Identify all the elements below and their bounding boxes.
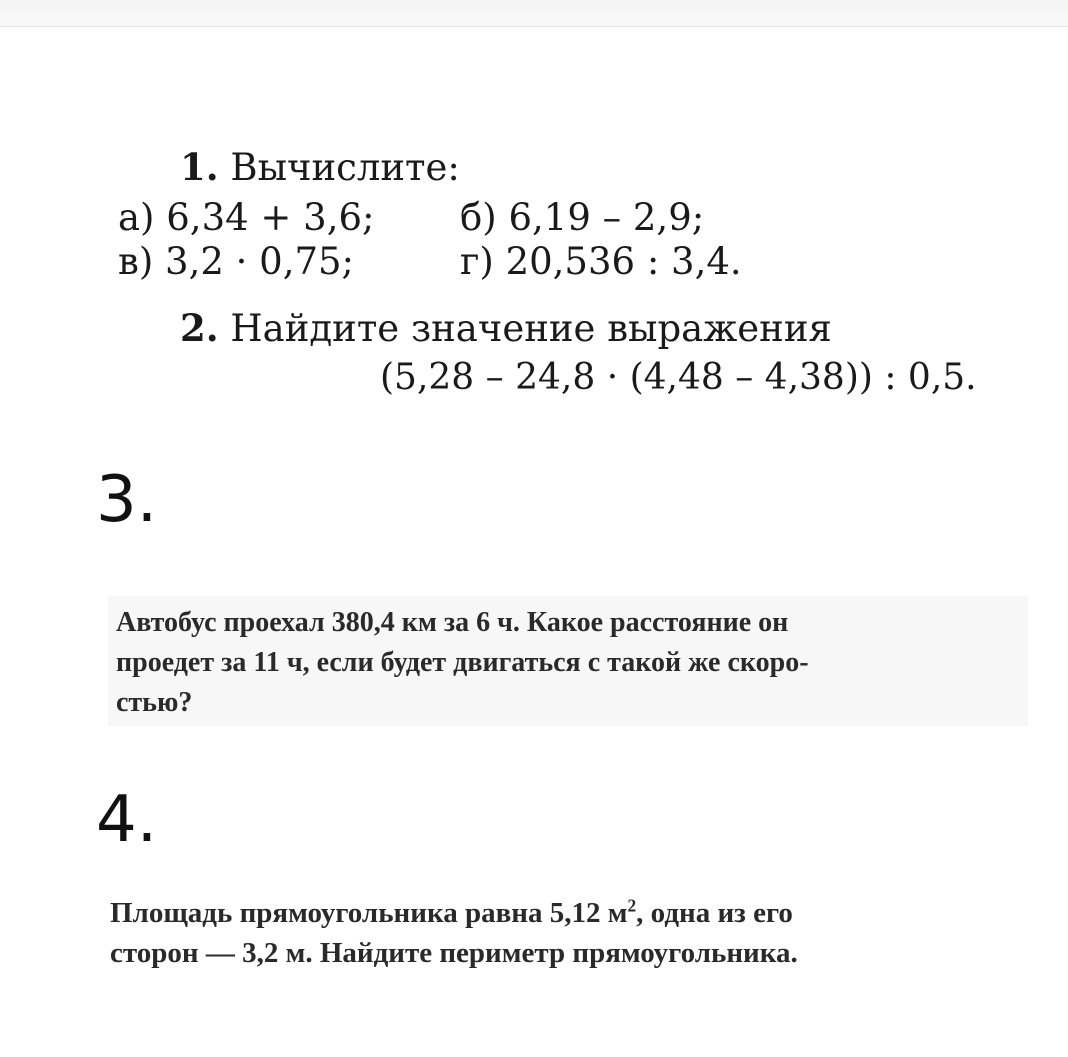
problem-3-line-1: Автобус проехал 380,4 км за 6 ч. Какое расстояние он — [116, 607, 789, 638]
problem-1-instruction: Вычислите: — [230, 146, 460, 189]
problem-4-line-2: сторон — 3,2 м. Найдите периметр прямоугольника. — [110, 937, 798, 969]
problem-3-line-3: стью? — [116, 687, 193, 718]
item-v-label: в) — [118, 240, 154, 283]
item-b-expr: 6,19 – 2,9; — [508, 196, 705, 239]
problem-4-line-1 — [110, 893, 793, 933]
item-a-label: а) — [118, 196, 155, 239]
problem-4-line-1-text: Площадь прямоугольника равна 5,12 м — [110, 897, 628, 929]
item-v — [118, 242, 354, 282]
problem-2-instruction: Найдите значение выражения — [230, 307, 832, 350]
top-bar — [0, 0, 1068, 27]
item-b-label: б) — [460, 196, 497, 239]
item-g-label: г) — [460, 240, 494, 283]
problem-4-line-1-end: , одна из его — [636, 897, 793, 929]
item-g — [460, 242, 742, 282]
item-v-expr: 3,2 · 0,75; — [165, 240, 355, 283]
problem-3-number: 3. — [96, 463, 158, 537]
problem-3-line-2: проедет за 11 ч, если будет двигаться с такой же скоро- — [116, 647, 809, 678]
item-g-expr: 20,536 : 3,4. — [505, 240, 742, 283]
problem-1-heading — [180, 147, 460, 188]
problem-2-expression: (5,28 – 24,8 · (4,48 – 4,38)) : 0,5. — [380, 357, 977, 398]
problem-1-number: 1. — [180, 145, 219, 189]
problem-2-heading — [180, 308, 832, 349]
item-b — [460, 198, 704, 238]
item-a-expr: 6,34 + 3,6; — [166, 196, 375, 239]
problem-2-number: 2. — [180, 306, 219, 350]
problem-4-superscript: 2 — [627, 895, 637, 916]
item-a — [118, 198, 374, 238]
problem-4-number: 4. — [96, 783, 158, 857]
